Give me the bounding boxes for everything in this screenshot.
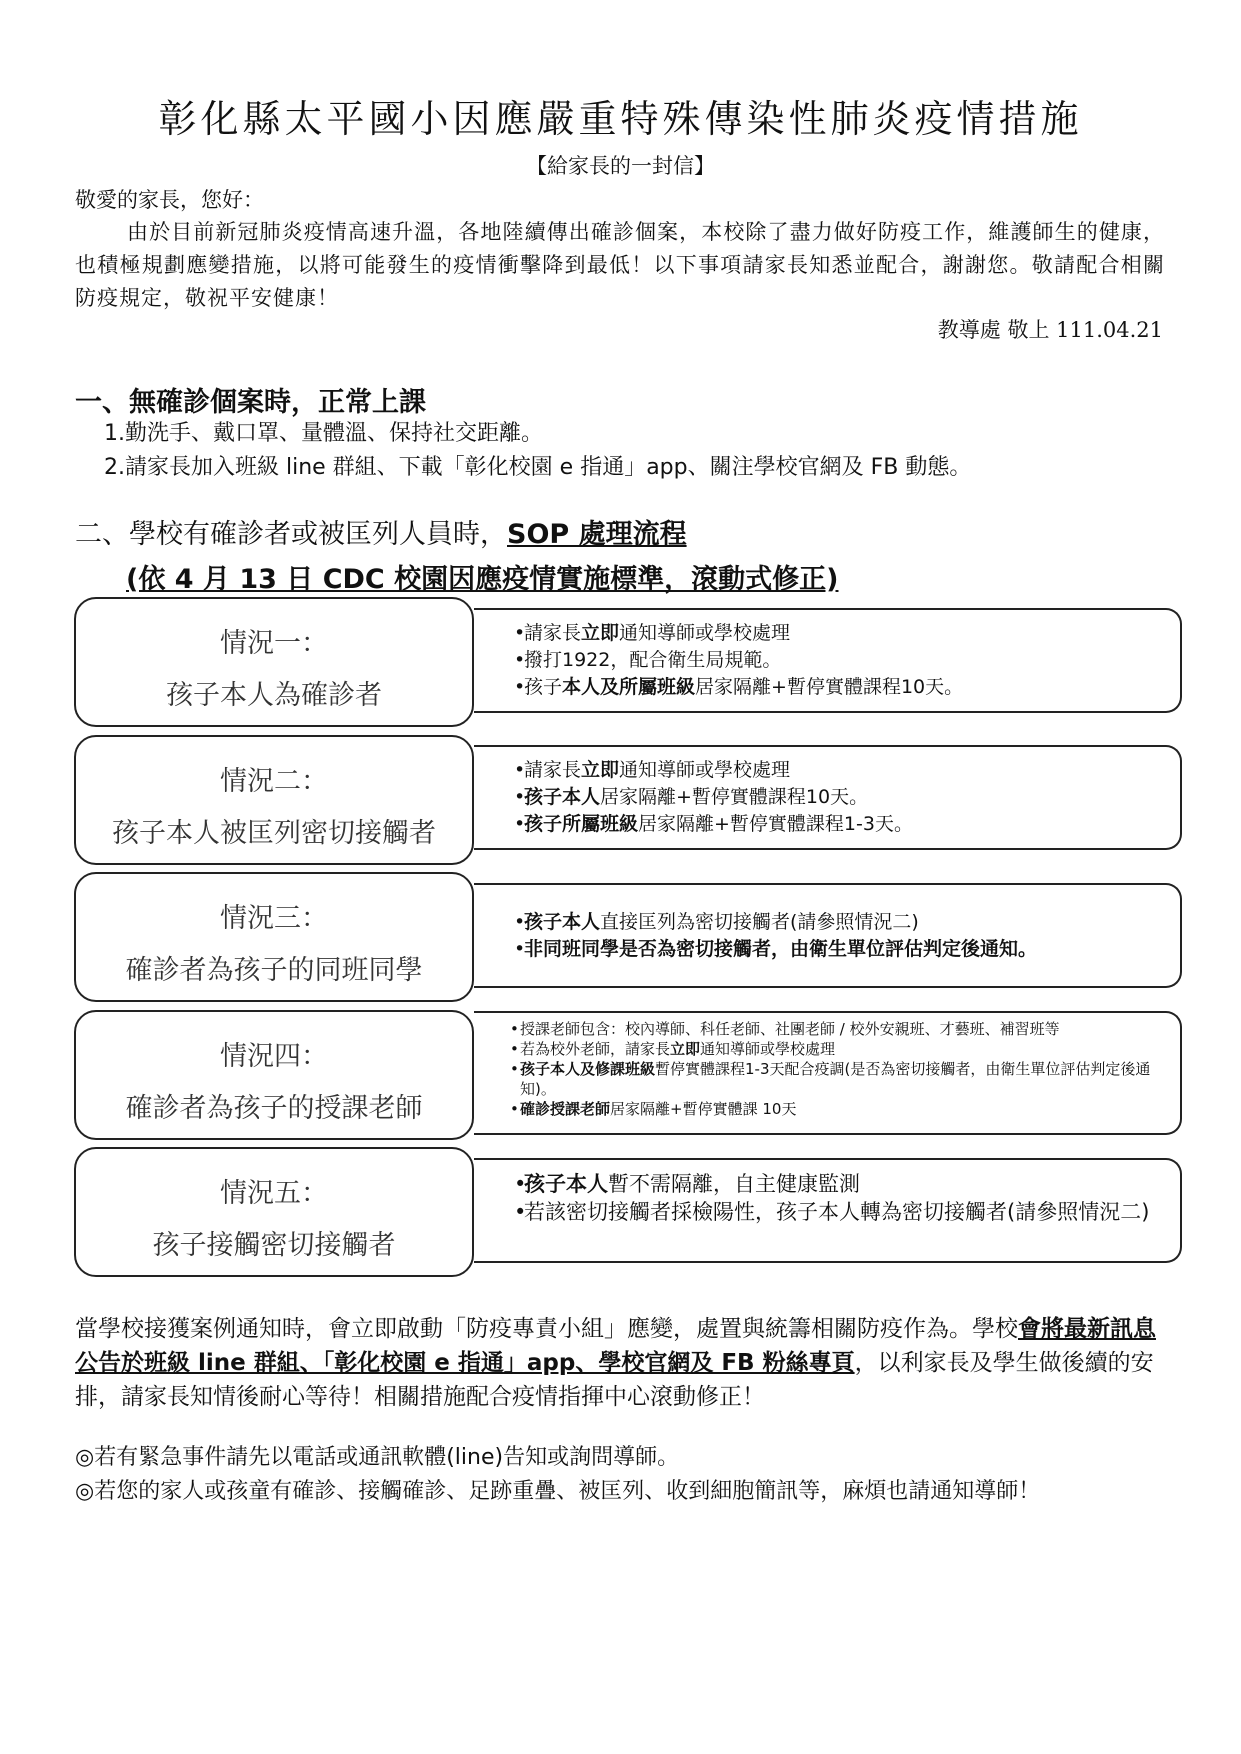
section2-title-bold: SOP 處理流程 (507, 519, 687, 550)
case-point: • 孩子本人及所屬班級居家隔離+暫停實體課程10天。 (514, 674, 1160, 701)
footer-note-notify: ◎若您的家人或孩童有確診、接觸確診、足跡重疊、被匡列、收到細胞簡訊等，麻煩也請通知導師！ (75, 1479, 1041, 1504)
section2-subtitle: (依 4 月 13 日 CDC 校園因應疫情實施標準，滾動式修正) (126, 564, 839, 595)
case-5-details (474, 1158, 1182, 1263)
case-desc: 孩子本人被匡列密切接觸者 (112, 818, 436, 849)
case-label: 情況四： (220, 1041, 328, 1072)
bullet-icon: • (514, 676, 526, 698)
case-3-box (74, 872, 474, 1002)
bullet-icon: • (514, 649, 526, 671)
case-5-box (74, 1147, 474, 1277)
case-point: • 撥打1922，配合衛生局規範。 (514, 647, 1160, 674)
page-title: 彰化縣太平國小因應嚴重特殊傳染性肺炎疫情措施 (158, 97, 1083, 141)
case-2-details (474, 745, 1182, 850)
section1-item: 2.請家長加入班級 line 群組、下載「彰化校園 e 指通」app、關注學校官網及 FB 動態。 (104, 455, 972, 480)
case-3-details (474, 883, 1182, 988)
bullet-icon: • (514, 786, 526, 808)
bullet-icon: • (514, 813, 526, 835)
case-1-details (474, 608, 1182, 713)
section2-title-prefix: 二、學校有確診者或被匡列人員時， (75, 519, 507, 550)
case-label: 情況三： (220, 903, 328, 934)
bullet-icon: • (514, 1200, 527, 1224)
case-point: • 請家長立即通知導師或學校處理 (514, 757, 1160, 784)
case-desc: 確診者為孩子的同班同學 (125, 955, 423, 986)
case-point: • 授課老師包含：校內導師、科任老師、社團老師 / 校外安親班、才藝班、補習班等 (510, 1020, 1060, 1038)
case-point: • 孩子所屬班級居家隔離+暫停實體課程1-3天。 (514, 811, 1160, 838)
case-4-details (474, 1011, 1182, 1135)
case-1-box (74, 597, 474, 727)
bullet-icon: • (514, 1172, 527, 1196)
case-point: • 若該密切接觸者採檢陽性，孩子本人轉為密切接觸者(請參照情況二) (514, 1200, 1150, 1224)
page-subtitle: 【給家長的一封信】 (526, 154, 715, 178)
section2-title (75, 512, 687, 551)
letter-signature: 教導處 敬上 111.04.21 (937, 318, 1163, 342)
bullet-icon: • (514, 622, 526, 644)
section1-title: 一、無確診個案時，正常上課 (75, 387, 426, 418)
bullet-icon: • (514, 911, 526, 933)
bullet-icon: • (514, 938, 526, 960)
bullet-icon: • (514, 759, 526, 781)
bullet-icon: • (510, 1040, 519, 1058)
case-point: • 孩子本人及修課班級暫停實體課程1-3天配合疫調(是否為密切接觸者，由衛生單位評估判定後通知)。 (510, 1060, 1151, 1098)
case-label: 情況五： (220, 1178, 328, 1209)
case-label: 情況一： (220, 628, 328, 659)
case-point: • 孩子本人暫不需隔離，自主健康監測 (514, 1172, 860, 1196)
footer-paragraph: 當學校接獲案例通知時，會立即啟動「防疫專責小組」應變，處置與統籌相關防疫作為。學校會將最新訊息公告於班級 line 群組、「彰化校園 e 指通」app、學校官網及 FB 粉絲專頁，以利家長及學生做後續的安排，請家長知情後耐心等待！相關措施配合疫情指揮中心滾動修正！ (75, 1316, 1156, 1410)
case-point: • 若為校外老師，請家長立即通知導師或學校處理 (510, 1040, 836, 1058)
case-desc: 孩子本人為確診者 (166, 680, 382, 711)
section1-item: 1.勤洗手、戴口罩、量體溫、保持社交距離。 (104, 421, 543, 446)
case-point: • 孩子本人居家隔離+暫停實體課程10天。 (514, 784, 1160, 811)
case-label: 情況二： (220, 766, 328, 797)
case-point: • 請家長立即通知導師或學校處理 (514, 620, 1160, 647)
case-2-box (74, 735, 474, 865)
case-point: • 確診授課老師居家隔離+暫停實體課 10天 (510, 1100, 797, 1118)
letter-greeting: 敬愛的家長，您好： (75, 188, 264, 212)
letter-body: 由於目前新冠肺炎疫情高速升溫，各地陸續傳出確診個案，本校除了盡力做好防疫工作，維護師生的健康，也積極規劃應變措施，以將可能發生的疫情衝擊降到最低！以下事項請家長知悉並配合，謝謝您。敬請配合相關防疫規定，敬祝平安健康！ (75, 220, 1165, 310)
case-desc: 確診者為孩子的授課老師 (125, 1093, 423, 1124)
case-point: • 非同班同學是否為密切接觸者，由衛生單位評估判定後通知。 (514, 936, 1160, 963)
case-4-box (74, 1010, 474, 1140)
bullet-icon: • (510, 1100, 519, 1118)
bullet-icon: • (510, 1020, 519, 1038)
bullet-icon: • (510, 1060, 519, 1078)
footer-note-emergency: ◎若有緊急事件請先以電話或通訊軟體(line)告知或詢問導師。 (75, 1445, 680, 1470)
case-point: • 孩子本人直接匡列為密切接觸者(請參照情況二) (514, 909, 1160, 936)
case-desc: 孩子接觸密切接觸者 (152, 1230, 396, 1261)
